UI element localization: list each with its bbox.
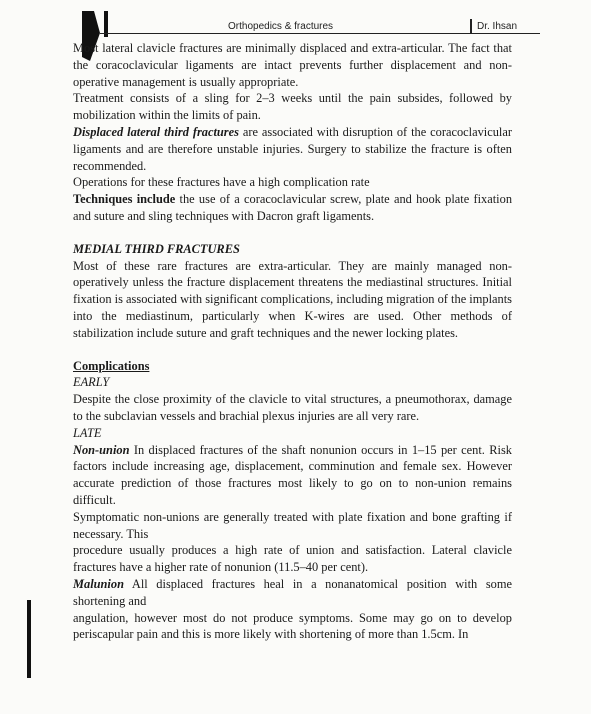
paragraph-medial-third: Most of these rare fractures are extra-articular. They are mainly managed non-operatively unless the fracture displacement threatens the mediastinal structures. Initial fixation is associated with significant complications, including migration of the implants into the mediastinum, particularly when K-wires are used. Other methods of stabilization include suture and graft techniques and the newer locking plates. [73, 258, 512, 340]
paragraph-malunion [73, 576, 512, 610]
paragraph-angulation: angulation, however most do not produce symptoms. Some may go on to develop periscapular pain and this is more likely with shortening of more than 1.5cm. In [73, 610, 512, 642]
text-displaced-lateral: are associated with disruption of the coracoclavicular ligaments and are therefore unstable injuries. Surgery to stabilize the fracture is often recommended. [73, 124, 512, 173]
label-late: LATE [73, 425, 102, 440]
page-content [73, 40, 512, 643]
paragraph-early: Despite the close proximity of the clavicle to vital structures, a pneumothorax, damage to the subclavian vessels and brachial plexus injuries are all very rare. [73, 392, 512, 423]
margin-mark [27, 600, 31, 678]
heading-complications: Complications [73, 358, 150, 373]
header-title: Orthopedics & fractures [228, 21, 334, 32]
paragraph-treatment: Treatment consists of a sling for 2–3 weeks until the pain subsides, followed by mobilization within the limits of pain. [73, 91, 512, 123]
header-rule [100, 33, 540, 34]
paragraph-lateral-intro: Most lateral clavicle fractures are minimally displaced and extra-articular. The fact that the coracoclavicular ligaments are intact prevents further displacement and non-operative management is usually appropriate. [73, 41, 512, 89]
paragraph-displaced-lateral [73, 124, 512, 174]
heading-medial-third: MEDIAL THIRD FRACTURES [73, 241, 240, 256]
term-displaced-lateral: Displaced lateral third fractures [73, 124, 239, 139]
term-techniques: Techniques include [73, 192, 176, 207]
label-early: EARLY [73, 375, 110, 390]
paragraph-symptomatic: Symptomatic non-unions are generally treated with plate fixation and bone grafting if necessary. This [73, 509, 512, 541]
paragraph-non-union [73, 442, 512, 509]
paragraph-procedure: procedure usually produces a high rate of union and satisfaction. Lateral clavicle fractures have a higher rate of nonunion (11.5–40 per cent). [73, 543, 512, 575]
term-non-union: Non-union [73, 442, 130, 457]
header-separator [470, 19, 472, 34]
text-malunion: All displaced fractures heal in a nonanatomical position with some shortening and [73, 576, 512, 608]
paragraph-operations: Operations for these fractures have a high complication rate [73, 175, 370, 190]
header-author: Dr. Ihsan [477, 21, 518, 32]
text-non-union: In displaced fractures of the shaft nonunion occurs in 1–15 per cent. Risk factors include increasing age, displacement, comminution and female sex. However accurate prediction of those fractures most likely to go on to non-union remains difficult. [73, 442, 512, 507]
text-techniques: the use of a coracoclavicular screw, plate and hook plate fixation and suture and sling techniques with Dacron graft ligaments. [73, 192, 513, 223]
paragraph-techniques [73, 191, 512, 225]
term-malunion: Malunion [73, 576, 124, 591]
